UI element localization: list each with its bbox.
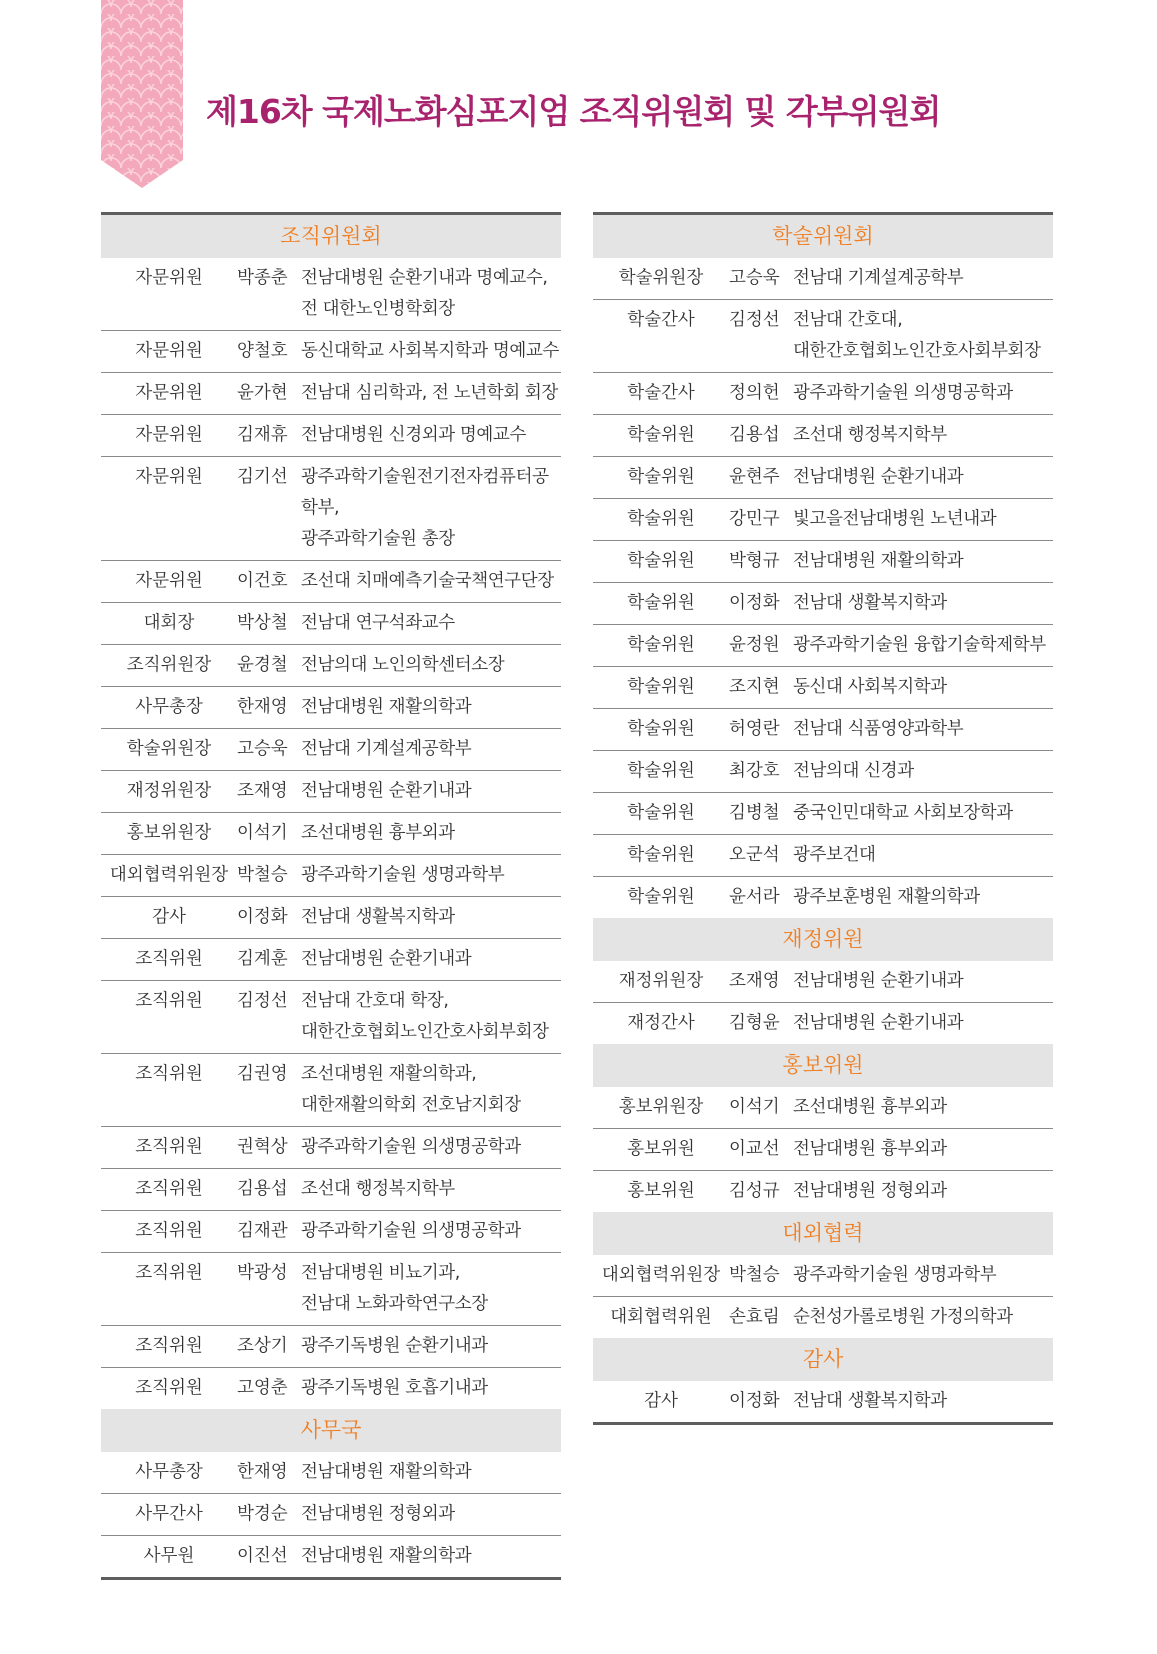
section-header: 대외협력 [593,1212,1053,1255]
member-affiliation [793,1302,1053,1333]
affiliation-line: 전남대병원 순환기내과 [793,467,964,487]
member-list [593,258,1053,918]
member-row [101,331,561,373]
member-role: 학술위원 [627,425,695,445]
member-row [593,625,1053,667]
member-role: 조직위원 [135,1221,203,1241]
affiliation-line: 전남대 생활복지학과 [793,1391,947,1411]
member-role: 조직위원 [135,1179,203,1199]
member-row [101,1326,561,1368]
member-role: 학술위원 [627,719,695,739]
member-name: 김용섭 [729,425,780,445]
affiliation-line: 동신대학교 사회복지학과 명예교수 [301,341,559,361]
member-role: 자문위원 [135,425,203,445]
member-affiliation [301,1216,561,1247]
affiliation-line: 전남대병원 순환기내과 [301,949,472,969]
member-name: 박경순 [237,1504,288,1524]
member-role: 대외협력위원장 [109,865,229,885]
member-name: 이석기 [237,823,288,843]
member-row [593,499,1053,541]
member-name: 김정선 [237,991,288,1011]
affiliation-line: 전남의대 신경과 [793,761,914,781]
member-name: 김재관 [237,1221,288,1241]
member-affiliation [793,630,1053,661]
member-name: 이정화 [729,593,780,613]
affiliation-line: 전남의대 노인의학센터소장 [301,655,505,675]
member-name: 이정화 [729,1391,780,1411]
member-row [101,258,561,331]
member-role: 학술간사 [627,383,695,403]
decorative-ribbon [101,0,183,188]
member-role: 감사 [152,907,186,927]
member-affiliation [301,1541,561,1572]
member-role: 학술위원장 [618,268,704,288]
affiliation-line: 전남대 기계설계공학부 [793,268,964,288]
member-row [101,373,561,415]
member-row [593,835,1053,877]
member-affiliation [793,263,1053,294]
member-affiliation [301,1331,561,1362]
affiliation-line: 광주과학기술원 의생명공학과 [793,383,1013,403]
member-name: 김형윤 [729,1013,780,1033]
member-role: 학술간사 [627,310,695,330]
member-name: 이석기 [729,1097,780,1117]
affiliation-line: 전남대병원 순환기내과 [301,781,472,801]
member-name: 조재영 [729,971,780,991]
member-role: 학술위원 [627,509,695,529]
affiliation-line: 조선대병원 흉부외과 [793,1097,947,1117]
affiliation-line: 광주과학기술원 융합기술학제학부 [793,635,1046,655]
member-row [593,667,1053,709]
member-row [101,1169,561,1211]
member-name: 김병철 [729,803,780,823]
affiliation-line: 광주과학기술원 의생명공학과 [301,1221,521,1241]
left-committee-column [101,212,561,1580]
member-affiliation [301,944,561,975]
affiliation-line: 전남대 간호대, [793,310,903,330]
member-affiliation [793,588,1053,619]
member-affiliation [301,420,561,451]
member-row [593,415,1053,457]
affiliation-line: 동신대 사회복지학과 [793,677,947,697]
affiliation-line: 대한간호협회노인간호사회부회장 [301,1022,549,1042]
member-row [593,373,1053,415]
member-name: 박철승 [237,865,288,885]
member-name: 윤현주 [729,467,780,487]
member-affiliation [301,650,561,681]
member-affiliation [793,798,1053,829]
affiliation-line: 순천성가롤로병원 가정의학과 [793,1307,1013,1327]
member-affiliation [301,462,561,555]
affiliation-line: 전남대 기계설계공학부 [301,739,472,759]
member-name: 손효림 [729,1307,780,1327]
member-name: 강민구 [729,509,780,529]
member-row [593,1129,1053,1171]
member-affiliation [793,1176,1053,1207]
member-name: 조상기 [237,1336,288,1356]
member-row [101,1494,561,1536]
member-role: 조직위원장 [126,655,212,675]
member-affiliation [793,462,1053,493]
affiliation-line: 전남대병원 재활의학과 [793,551,964,571]
member-role: 학술위원 [627,635,695,655]
member-list [101,258,561,1409]
member-role: 조직위원 [135,949,203,969]
member-row [101,1253,561,1326]
affiliation-line: 전남대 식품영양과학부 [793,719,964,739]
member-name: 이교선 [729,1139,780,1159]
member-affiliation [793,504,1053,535]
member-role: 조직위원 [135,1263,203,1283]
member-role: 자문위원 [135,341,203,361]
member-role: 재정간사 [627,1013,695,1033]
member-role: 학술위원 [627,551,695,571]
affiliation-line: 전남대병원 순환기내과 [793,1013,964,1033]
member-row [101,729,561,771]
affiliation-line: 대한재활의학회 전호남지회장 [301,1095,521,1115]
member-row [593,1297,1053,1338]
member-row [101,457,561,561]
affiliation-line: 전남대병원 재활의학과 [301,1546,472,1566]
member-row [101,897,561,939]
affiliation-line: 전남대병원 정형외과 [793,1181,947,1201]
affiliation-line: 광주과학기술원 의생명공학과 [301,1137,521,1157]
member-affiliation [301,692,561,723]
member-row [101,1452,561,1494]
section-header: 학술위원회 [593,215,1053,258]
member-name: 박철승 [729,1265,780,1285]
member-affiliation [301,1499,561,1530]
affiliation-line: 중국인민대학교 사회보장학과 [793,803,1013,823]
member-affiliation [793,1386,1053,1417]
member-affiliation [301,1132,561,1163]
member-row [593,258,1053,300]
member-role: 감사 [644,1391,678,1411]
member-name: 이정화 [237,907,288,927]
member-name: 한재영 [237,1462,288,1482]
member-name: 김성규 [729,1181,780,1201]
member-row [593,709,1053,751]
member-name: 양철호 [237,341,288,361]
member-row [101,603,561,645]
member-row [101,645,561,687]
member-name: 윤정원 [729,635,780,655]
member-affiliation [301,818,561,849]
affiliation-line: 조선대 치매예측기술국책연구단장 [301,571,554,591]
affiliation-line: 전남대 노화과학연구소장 [301,1294,488,1314]
member-role: 사무총장 [135,1462,203,1482]
affiliation-line: 전남대병원 신경외과 명예교수 [301,425,526,445]
affiliation-line: 조선대병원 흉부외과 [301,823,455,843]
member-role: 홍보위원 [627,1139,695,1159]
member-role: 학술위원 [627,887,695,907]
member-role: 대회장 [143,613,195,633]
affiliation-line: 전남대병원 재활의학과 [301,1462,472,1482]
member-affiliation [301,776,561,807]
member-list [593,1381,1053,1422]
section-header: 감사 [593,1338,1053,1381]
member-affiliation [301,566,561,597]
affiliation-line: 전남대병원 재활의학과 [301,697,472,717]
affiliation-line: 광주과학기술원전기전자컴퓨터공학부, [301,467,549,518]
member-affiliation [793,840,1053,871]
right-committee-column [593,212,1053,1425]
member-affiliation [301,263,561,325]
member-affiliation [793,1260,1053,1291]
member-name: 박종춘 [237,268,288,288]
member-row [101,981,561,1054]
member-list [593,1087,1053,1212]
member-role: 학술위원 [627,803,695,823]
member-affiliation [793,546,1053,577]
member-row [593,877,1053,918]
member-name: 김재휴 [237,425,288,445]
member-row [593,457,1053,499]
affiliation-line: 조선대병원 재활의학과, [301,1064,477,1084]
affiliation-line: 전남대병원 흉부외과 [793,1139,947,1159]
member-role: 조직위원 [135,1137,203,1157]
member-role: 자문위원 [135,467,203,487]
member-name: 최강호 [729,761,780,781]
member-role: 조직위원 [135,1336,203,1356]
member-row [593,1003,1053,1044]
member-row [593,1255,1053,1297]
affiliation-line: 광주기독병원 순환기내과 [301,1336,488,1356]
member-row [101,687,561,729]
affiliation-line: 전남대 심리학과, 전 노년학회 회장 [301,383,558,403]
member-role: 홍보위원장 [618,1097,704,1117]
section-header: 재정위원 [593,918,1053,961]
affiliation-line: 전남대 연구석좌교수 [301,613,455,633]
member-row [593,1087,1053,1129]
affiliation-line: 전남대 생활복지학과 [301,907,455,927]
member-role: 조직위원 [135,1064,203,1084]
member-name: 김계훈 [237,949,288,969]
member-row [101,561,561,603]
affiliation-line: 광주과학기술원 총장 [301,529,455,549]
member-name: 조지현 [729,677,780,697]
member-role: 학술위원장 [126,739,212,759]
member-role: 학술위원 [627,593,695,613]
member-role: 재정위원장 [126,781,212,801]
member-affiliation [793,756,1053,787]
member-row [593,583,1053,625]
section-header: 조직위원회 [101,215,561,258]
member-role: 학술위원 [627,677,695,697]
member-affiliation [301,336,561,367]
member-name: 윤가현 [237,383,288,403]
affiliation-line: 광주과학기술원 생명과학부 [793,1265,997,1285]
member-name: 김정선 [729,310,780,330]
member-affiliation [793,1008,1053,1039]
member-name: 김기선 [237,467,288,487]
member-row [101,1054,561,1127]
member-name: 윤서라 [729,887,780,907]
member-affiliation [301,1373,561,1404]
affiliation-line: 전 대한노인병학회장 [301,299,455,319]
affiliation-line: 전남대병원 정형외과 [301,1504,455,1524]
member-affiliation [793,966,1053,997]
section-header: 홍보위원 [593,1044,1053,1087]
member-role: 조직위원 [135,991,203,1011]
member-role: 자문위원 [135,383,203,403]
member-role: 조직위원 [135,1378,203,1398]
member-name: 정의헌 [729,383,780,403]
member-row [593,751,1053,793]
member-affiliation [301,860,561,891]
member-role: 학술위원 [627,467,695,487]
member-row [593,793,1053,835]
member-name: 이건호 [237,571,288,591]
member-name: 허영란 [729,719,780,739]
member-row [593,961,1053,1003]
member-name: 조재영 [237,781,288,801]
member-name: 박상철 [237,613,288,633]
affiliation-line: 대한간호협회노인간호사회부회장 [793,341,1041,361]
member-role: 사무간사 [135,1504,203,1524]
member-role: 자문위원 [135,571,203,591]
member-row [593,300,1053,373]
member-affiliation [301,1457,561,1488]
member-affiliation [301,902,561,933]
member-name: 고승욱 [237,739,288,759]
member-affiliation [301,1174,561,1205]
affiliation-line: 전남대 간호대 학장, [301,991,449,1011]
member-row [101,813,561,855]
member-list [593,961,1053,1044]
affiliation-line: 광주과학기술원 생명과학부 [301,865,505,885]
affiliation-line: 전남대병원 순환기내과 명예교수, [301,268,548,288]
member-role: 학술위원 [627,845,695,865]
member-affiliation [793,672,1053,703]
page-title: 제16차 국제노화심포지엄 조직위원회 및 각부위원회 [206,92,941,131]
member-row [101,1536,561,1577]
member-name: 윤경철 [237,655,288,675]
member-row [101,1127,561,1169]
member-row [101,1211,561,1253]
member-affiliation [793,420,1053,451]
member-role: 사무총장 [135,697,203,717]
affiliation-line: 조선대 행정복지학부 [793,425,947,445]
member-affiliation [793,1134,1053,1165]
member-affiliation [301,1059,561,1121]
member-name: 박형규 [729,551,780,571]
member-affiliation [301,1258,561,1320]
member-affiliation [793,378,1053,409]
member-affiliation [301,378,561,409]
member-role: 홍보위원장 [126,823,212,843]
member-affiliation [793,714,1053,745]
member-name: 박광성 [237,1263,288,1283]
member-name: 김권영 [237,1064,288,1084]
member-row [101,771,561,813]
member-row [101,939,561,981]
member-role: 대외협력위원장 [601,1265,721,1285]
member-row [101,1368,561,1409]
member-name: 고영춘 [237,1378,288,1398]
member-role: 학술위원 [627,761,695,781]
member-row [101,415,561,457]
affiliation-line: 전남대 생활복지학과 [793,593,947,613]
member-role: 대회협력위원 [610,1307,712,1327]
section-header: 사무국 [101,1409,561,1452]
affiliation-line: 조선대 행정복지학부 [301,1179,455,1199]
member-row [593,541,1053,583]
member-role: 홍보위원 [627,1181,695,1201]
member-name: 김용섭 [237,1179,288,1199]
member-row [593,1381,1053,1422]
member-name: 권혁상 [237,1137,288,1157]
member-affiliation [793,882,1053,913]
member-row [101,855,561,897]
member-affiliation [301,734,561,765]
member-role: 사무원 [143,1546,195,1566]
affiliation-line: 전남대병원 비뇨기과, [301,1263,460,1283]
member-role: 자문위원 [135,268,203,288]
member-name: 오군석 [729,845,780,865]
member-affiliation [301,608,561,639]
member-affiliation [301,986,561,1048]
member-list [593,1255,1053,1338]
member-affiliation [793,1092,1053,1123]
affiliation-line: 광주기독병원 호흡기내과 [301,1378,488,1398]
member-affiliation [793,305,1053,367]
member-list [101,1452,561,1577]
member-name: 이진선 [237,1546,288,1566]
member-name: 한재영 [237,697,288,717]
member-row [593,1171,1053,1212]
affiliation-line: 광주보건대 [793,845,876,865]
affiliation-line: 광주보훈병원 재활의학과 [793,887,980,907]
member-role: 재정위원장 [618,971,704,991]
affiliation-line: 전남대병원 순환기내과 [793,971,964,991]
affiliation-line: 빛고을전남대병원 노년내과 [793,509,997,529]
member-name: 고승욱 [729,268,780,288]
